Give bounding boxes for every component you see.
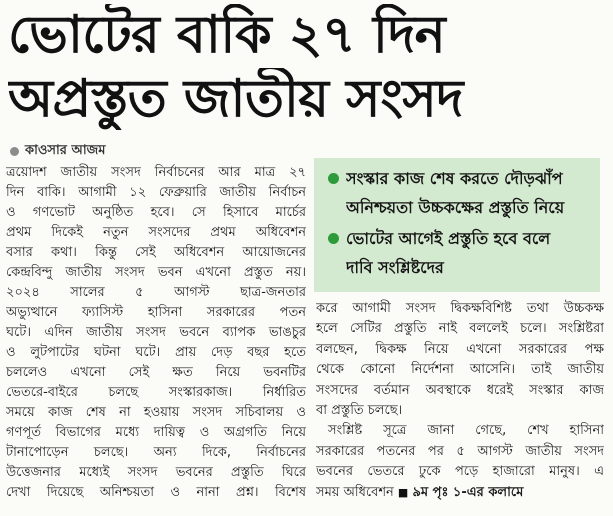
highlight-line: অনিশ্চয়তা উচ্চকক্ষের প্রস্তুতি নিয়ে <box>346 198 565 217</box>
body-line: ও গণভোট অনুষ্ঠিত হবে। সে হিসাবে মার্চের <box>6 205 306 220</box>
byline-author: কাওসার আজম <box>25 142 106 158</box>
left-column <box>6 163 306 505</box>
body-line: দিন বাকি। আগামী ১২ ফেব্রুয়ারি জাতীয় নির্বাচন <box>6 185 306 200</box>
body-line: ও লুটপাটের ঘটনা ঘটে। প্রায় দেড় বছর হতে <box>6 345 306 360</box>
highlight-item <box>328 224 594 282</box>
continuation-line <box>316 483 604 503</box>
body-line: বসার কথা। কিন্তু সেই অধিবেশন আয়োজনের <box>6 245 306 260</box>
body-line: ভবনের ভেতরে ঢুকে পড়ে হাজারো মানুষ। এ <box>316 464 604 480</box>
body-line: বা প্রস্তুতি চলছে। <box>316 402 403 418</box>
body-line: সংসদের বর্তমান অবস্থাকে ধরেই সংস্কার কাজ <box>316 382 604 398</box>
highlight-line: দাবি সংশ্লিষ্টদের <box>346 258 444 277</box>
body-line: চললেও এখনো সেই ক্ষত নিয়ে ভবনটির <box>6 365 306 380</box>
body-line: বলছেন, দ্বিকক্ষ নিয়ে এখনো সরকারের পক্ষ <box>316 341 604 357</box>
highlight-box <box>314 158 600 292</box>
headline-line-1: ভোটের বাকি ২৭ দিন <box>8 5 446 65</box>
body-line: সময়ে কাজ শেষ না হওয়ায় সংসদ সচিবালয় ও <box>6 405 306 420</box>
jump-marker: ■ <box>397 485 409 499</box>
body-line: টানাপোড়েন চলছে। অন্য দিকে, নির্বাচনের <box>6 445 306 460</box>
headline-line-2: অপ্রস্তুত জাতীয় সংসদ <box>8 69 463 129</box>
body-line: সংশ্লিষ্ট সূত্রে জানা গেছে, শেখ হাসিনা <box>328 423 604 439</box>
body-line: প্রথম দিকেই নতুন সংসদের প্রথম অধিবেশন <box>6 225 306 240</box>
body-line: ঘটে। এদিন জাতীয় সংসদ ভবনে ব্যাপক ভাঙচুর <box>6 325 306 340</box>
highlight-line: ভোটের আগেই প্রস্তুতি হবে বলে <box>346 229 551 248</box>
continuation-lead: সময় অধিবেশন <box>316 484 394 500</box>
body-line: ভেতরে-বাইরে চলছে সংস্কারকাজ। নির্ধারিত <box>6 385 306 400</box>
body-line: থেকে কোনো নির্দেশনা আসেনি। তাই জাতীয় <box>316 362 604 378</box>
body-line: হলে সেটির প্রস্তুতি নাই বললেই চলে। সংশ্লিষ্টরা <box>316 321 604 337</box>
bullet-icon <box>328 173 339 184</box>
byline <box>10 142 105 160</box>
body-line: অভ্যুত্থানে ফ্যাসিস্ট হাসিনা সরকারের পতন <box>6 305 306 320</box>
body-line: দেখা দিয়েছে অনিশ্চয়তা ও নানা প্রশ্ন। বিশেষ <box>6 485 306 500</box>
body-line: গণপূর্ত বিভাগের মধ্যে দায়িত্ব ও অগ্রগতি নিয়ে <box>6 425 306 440</box>
body-line: কেন্দ্রবিন্দু জাতীয় সংসদ ভবন এখনো প্রস্তুত নয়। <box>6 265 306 280</box>
highlight-item <box>328 164 594 222</box>
bullet-icon <box>328 233 339 244</box>
jump-reference: ৯ম পৃঃ ১-এর কলামে <box>412 484 524 500</box>
byline-dot-icon <box>10 147 19 156</box>
body-line: করে আগামী সংসদ দ্বিকক্ষবিশিষ্ট তথা উচ্চকক্ষ <box>316 301 604 316</box>
body-line: ত্রয়োদশ জাতীয় সংসদ নির্বাচনের আর মাত্র ২৭ <box>6 165 306 180</box>
body-line: ২০২৪ সালের ৫ আগস্ট ছাত্র-জনতার <box>6 285 306 300</box>
body-line: সরকারের পতনের পর ৫ আগস্ট জাতীয় সংসদ <box>316 443 604 459</box>
body-line: উত্তেজনার মধ্যেই সংসদ ভবনের প্রস্তুতি ঘিরে <box>6 465 306 480</box>
right-column <box>316 299 604 507</box>
highlight-line: সংস্কার কাজ শেষ করতে দৌড়ঝাঁপ <box>346 169 563 188</box>
